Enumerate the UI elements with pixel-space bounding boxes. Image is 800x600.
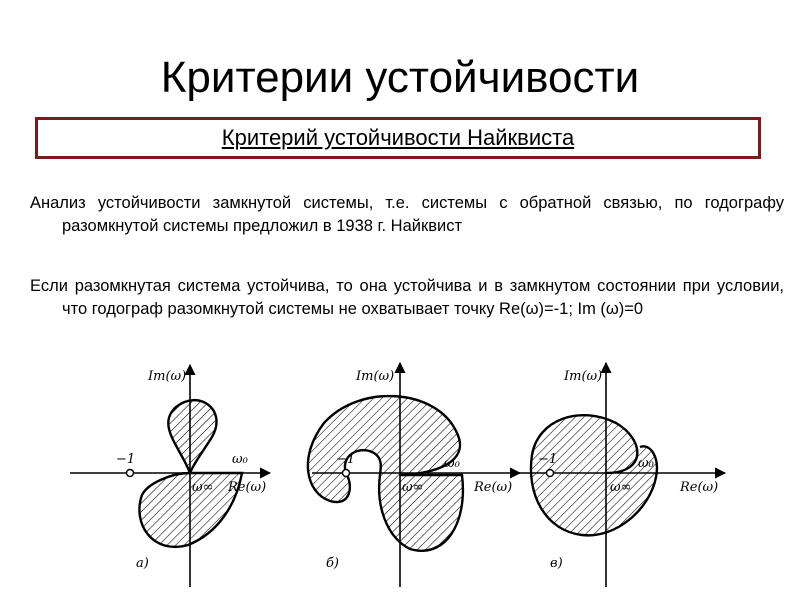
subtitle-box xyxy=(35,117,761,159)
caption-a: а) xyxy=(136,556,149,571)
panel-a xyxy=(70,365,270,587)
nyquist-diagram-figure xyxy=(60,355,760,595)
w0-label-b: ω₀ xyxy=(444,456,460,471)
subtitle-text: Критерий устойчивости Найквиста xyxy=(221,125,575,150)
minus-one-label-c: −1 xyxy=(538,452,558,467)
minus-one-label-b: −1 xyxy=(336,452,356,467)
im-label-c: Im(ω) xyxy=(564,369,603,384)
winf-label-c: ω∞ xyxy=(610,480,632,495)
slide-title: Критерии устойчивости xyxy=(160,53,640,102)
w0-label-c: ω₀ xyxy=(638,456,654,471)
caption-c: в) xyxy=(550,556,563,571)
minus-one-point-a xyxy=(127,470,134,477)
re-label-b: Re(ω) xyxy=(474,480,513,495)
winf-label-b: ω∞ xyxy=(402,480,424,495)
panel-b xyxy=(308,363,520,587)
im-label-a: Im(ω) xyxy=(148,369,187,384)
minus-one-point-b xyxy=(343,470,350,477)
im-label-b: Im(ω) xyxy=(356,369,395,384)
panel-c xyxy=(518,363,725,587)
minus-one-label-a: −1 xyxy=(116,452,136,467)
re-label-c: Re(ω) xyxy=(680,480,719,495)
re-label-a: Re(ω) xyxy=(228,480,267,495)
nyquist-diagram xyxy=(60,355,760,595)
paragraph-criterion: Если разомкнутая система устойчива, то она устойчива и в замкнутом состоянии при условии, что годограф разомкнутой системы не охватывает точку Re(ω)=-1; Im (ω)=0 xyxy=(30,277,784,318)
minus-one-point-c xyxy=(547,470,554,477)
winf-label-a: ω∞ xyxy=(192,480,214,495)
paragraph-history: Анализ устойчивости замкнутой системы, т.е. системы с обратной связью, по годографу разомкнутой системы предложил в 1938 г. Найквист xyxy=(30,194,784,235)
caption-b: б) xyxy=(326,556,340,571)
w0-label-a: ω₀ xyxy=(232,452,248,467)
